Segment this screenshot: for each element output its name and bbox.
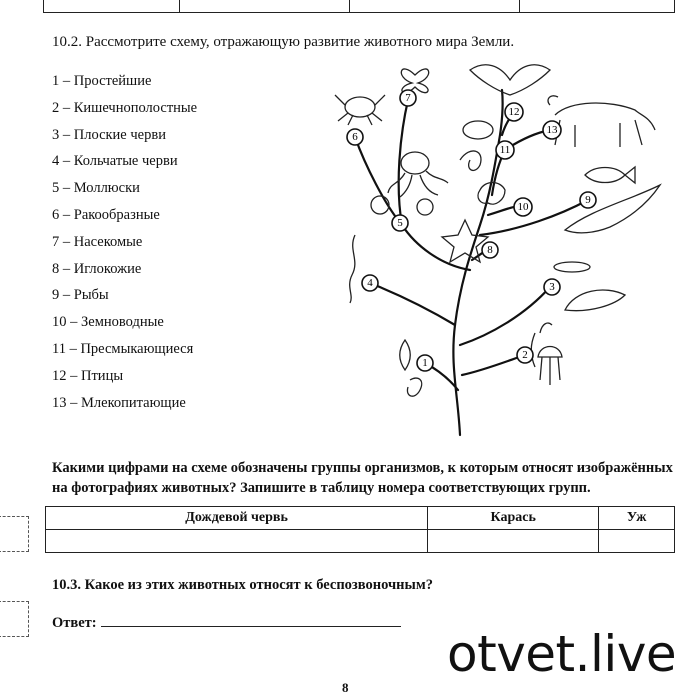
- table-header-crucian-carp: Карась: [428, 507, 599, 530]
- tree-node-1: [417, 355, 433, 371]
- svg-text:12: 12: [508, 106, 520, 118]
- score-box: [0, 516, 29, 552]
- score-box: [0, 601, 29, 637]
- tree-node-4: [362, 275, 378, 291]
- list-item: 11 – Пресмыкающиеся: [52, 340, 194, 357]
- svg-text:10: 10: [517, 201, 529, 213]
- list-item: 5 – Моллюски: [52, 180, 140, 197]
- list-item: 4 – Кольчатые черви: [52, 153, 178, 170]
- list-item: 12 – Птицы: [52, 367, 124, 384]
- list-item: 10 – Земноводные: [52, 314, 164, 331]
- answer-label: Ответ:: [52, 615, 97, 631]
- list-item: 6 – Ракообразные: [52, 206, 160, 223]
- watermark: otvet.live: [447, 625, 677, 683]
- section-title: 10.2. Рассмотрите схему, отражающую развитие животного мира Земли.: [52, 34, 515, 50]
- page-number: 8: [342, 680, 349, 695]
- table-row: [46, 530, 675, 553]
- animal-sketches: [335, 65, 660, 396]
- tree-node-11: [496, 141, 514, 159]
- tree-node-3: [544, 279, 560, 295]
- tree-node-13: [543, 121, 561, 139]
- svg-text:5: 5: [397, 217, 403, 229]
- tree-node-7: [400, 90, 416, 106]
- table-header-earthworm: Дождевой червь: [46, 507, 428, 530]
- list-item: 3 – Плоские черви: [52, 126, 166, 143]
- question-text: Какими цифрами на схеме обозначены группы организмов, к которым относят изображённых на фотографиях животных? Запишите в таблицу номера соответствующих групп.: [52, 460, 673, 496]
- svg-text:1: 1: [422, 357, 428, 369]
- tree-node-12: [505, 103, 523, 121]
- tree-node-10: [514, 198, 532, 216]
- answer-table: [45, 506, 675, 553]
- list-item: 13 – Млекопитающие: [52, 394, 186, 411]
- tree-node-5: [392, 215, 408, 231]
- answer-cell-grass-snake[interactable]: [599, 530, 675, 553]
- answer-cell-earthworm[interactable]: [46, 530, 428, 553]
- tree-branches: [355, 90, 588, 435]
- groups-list: [52, 72, 197, 420]
- list-item: 7 – Насекомые: [52, 233, 143, 250]
- previous-table-fragment: [43, 0, 675, 13]
- svg-text:11: 11: [499, 144, 511, 156]
- tree-node-8: [482, 242, 498, 258]
- svg-text:2: 2: [522, 349, 528, 361]
- svg-text:9: 9: [585, 194, 591, 206]
- answer-line: [52, 612, 401, 632]
- question-10-3: 10.3. Какое из этих животных относят к беспозвоночным?: [52, 577, 433, 593]
- svg-text:8: 8: [487, 244, 493, 256]
- svg-text:4: 4: [367, 277, 373, 289]
- table-header-grass-snake: Уж: [599, 507, 675, 530]
- svg-text:6: 6: [352, 131, 358, 143]
- tree-node-2: [517, 347, 533, 363]
- svg-text:13: 13: [546, 124, 558, 136]
- svg-text:3: 3: [549, 281, 555, 293]
- evolution-tree-diagram: [320, 55, 690, 440]
- answer-input[interactable]: [101, 612, 401, 627]
- tree-node-6: [347, 129, 363, 145]
- list-item: 1 – Простейшие: [52, 73, 152, 89]
- answer-cell-crucian-carp[interactable]: [428, 530, 599, 553]
- list-item: 9 – Рыбы: [52, 287, 109, 304]
- list-item: 8 – Иглокожие: [52, 260, 142, 277]
- list-item: 2 – Кишечнополостные: [52, 99, 198, 116]
- table-row: [46, 507, 675, 530]
- tree-node-9: [580, 192, 596, 208]
- svg-text:7: 7: [405, 92, 411, 104]
